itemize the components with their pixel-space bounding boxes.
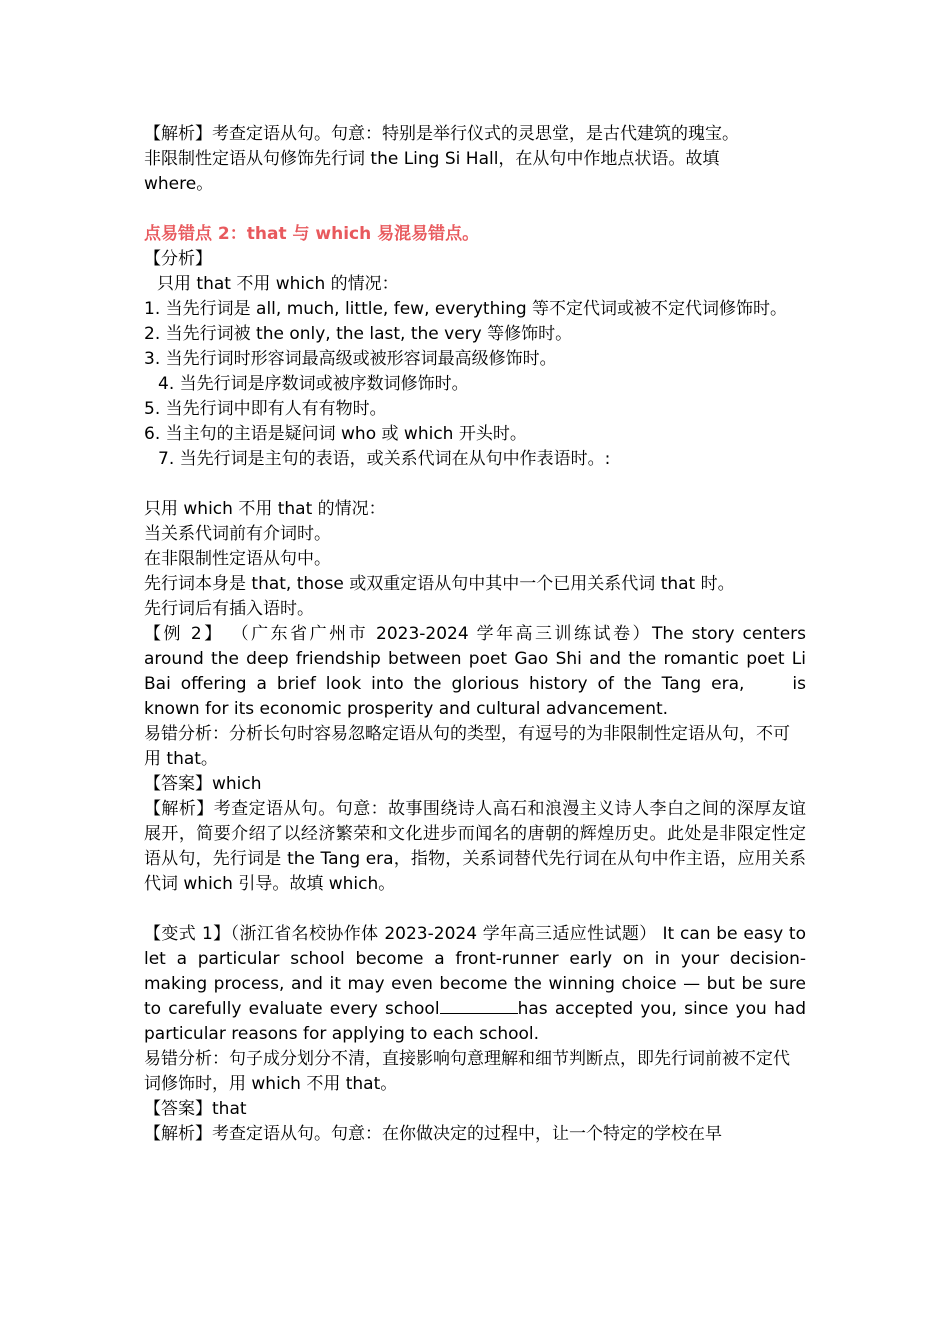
that-only-intro: 只用 that 不用 which 的情况： bbox=[157, 274, 399, 294]
rule-item: 2. 当先行词被 the only, the last, the very 等修饰时。 bbox=[144, 324, 573, 344]
example-question-part1: 【例 2】 （广东省广州市 2023-2024 学年高三训练试卷）The story centers around the deep friendship between poet Gao Shi and the romantic poet Li Bai offering a brief look into the glorious history of the Tang era, bbox=[144, 624, 806, 694]
rule-item: 3. 当先行词时形容词最高级或被形容词最高级修饰时。 bbox=[144, 349, 557, 369]
explanation-line: 非限制性定语从句修饰先行词 the Ling Si Hall，在从句中作地点状语。故填 bbox=[144, 149, 720, 169]
variant-question bbox=[144, 922, 806, 1047]
which-only-intro: 只用 which 不用 that 的情况： bbox=[144, 499, 386, 519]
rule-item: 6. 当主句的主语是疑问词 who 或 which 开头时。 bbox=[144, 424, 527, 444]
variant-question-part2: has accepted you, since you had particular reasons for applying to each school. bbox=[144, 999, 806, 1044]
answer: 【答案】which bbox=[144, 774, 262, 794]
which-rule-item: 先行词后有插入语时。 bbox=[144, 599, 314, 619]
explanation: 【解析】考查定语从句。句意：在你做决定的过程中，让一个特定的学校在早 bbox=[144, 1124, 722, 1144]
explanation-line: 【解析】考查定语从句。句意：特别是举行仪式的灵思堂，是古代建筑的瑰宝。 bbox=[144, 124, 739, 144]
answer-blank-underline bbox=[440, 998, 518, 1014]
which-rule-item: 先行词本身是 that, those 或双重定语从句中其中一个已用关系代词 that 时。 bbox=[144, 574, 735, 594]
analysis-tag: 【分析】 bbox=[144, 249, 212, 269]
spacer bbox=[144, 472, 806, 497]
example-question bbox=[144, 622, 806, 722]
rule-item: 1. 当先行词是 all, much, little, few, everything 等不定代词或被不定代词修饰时。 bbox=[144, 299, 788, 319]
section-heading: 点易错点 2：that 与 which 易混易错点。 bbox=[144, 224, 480, 244]
spacer bbox=[144, 197, 806, 222]
which-rule-item: 在非限制性定语从句中。 bbox=[144, 549, 331, 569]
which-rule-item: 当关系代词前有介词时。 bbox=[144, 524, 331, 544]
example-question-part2: is known for its economic prosperity and cultural advancement. bbox=[144, 674, 806, 719]
document-page bbox=[144, 122, 806, 1147]
spacer bbox=[144, 897, 806, 922]
explanation: 【解析】考查定语从句。句意：故事围绕诗人高石和浪漫主义诗人李白之间的深厚友谊展开，简要介绍了以经济繁荣和文化进步而闻名的唐朝的辉煌历史。此处是非限定性定语从句，先行词是 the Tang era，指物，关系词替代先行词在从句中作主语，应用关系代词 which 引导。故填 which。 bbox=[144, 799, 806, 894]
rule-item: 5. 当先行词中即有人有有物时。 bbox=[144, 399, 387, 419]
explanation-line: where。 bbox=[144, 174, 214, 194]
rule-item: 7. 当先行词是主句的表语，或关系代词在从句中作表语时。: bbox=[158, 449, 611, 469]
rule-item: 4. 当先行词是序数词或被序数词修饰时。 bbox=[158, 374, 469, 394]
variant-question-part1: 【变式 1】（浙江省名校协作体 2023-2024 学年高三适应性试题） It can be easy to let a particular school become a front-runner early on in your decision-making process, and it may even become the winning choice — but be sure to carefully evaluate every school bbox=[144, 924, 806, 1019]
error-analysis: 易错分析：分析长句时容易忽略定语从句的类型，有逗号的为非限制性定语从句，不可用 that。 bbox=[144, 724, 790, 769]
error-analysis: 易错分析：句子成分划分不清，直接影响句意理解和细节判断点，即先行词前被不定代词修饰时，用 which 不用 that。 bbox=[144, 1049, 790, 1094]
answer: 【答案】that bbox=[144, 1099, 247, 1119]
